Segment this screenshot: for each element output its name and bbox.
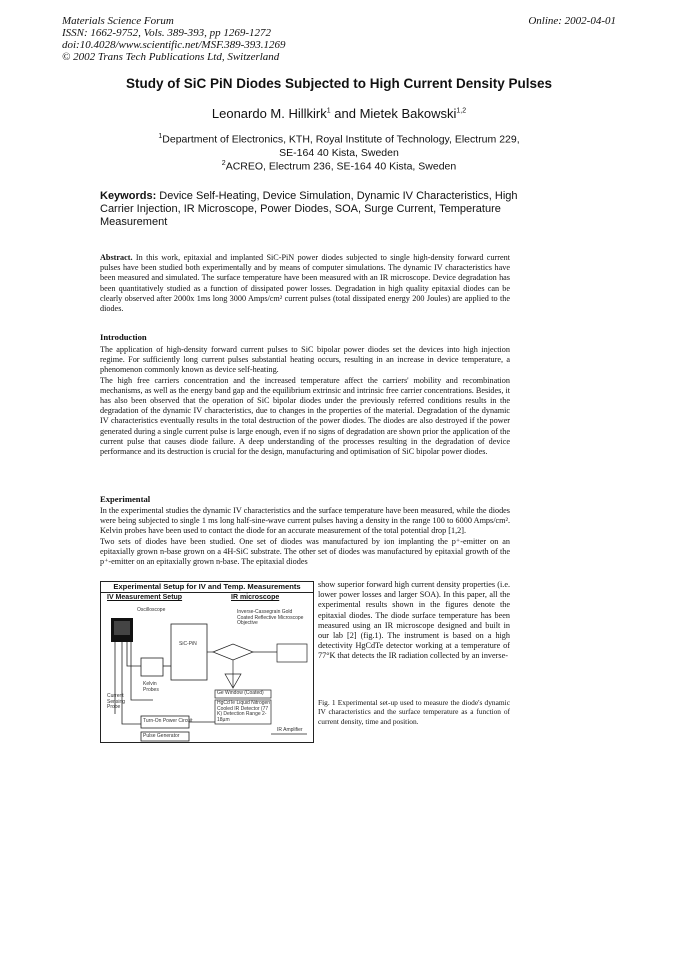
figure-header: Experimental Setup for IV and Temp. Measurements [101,582,313,593]
affiliation-2 [0,157,678,174]
author-2: and Mietek Bakowski [330,106,457,121]
figure-1 [100,581,314,743]
journal-name: Materials Science Forum [62,15,174,27]
affiliation-1-line1: Department of Electronics, KTH, Royal Institute of Technology, Electrum 229, [162,133,520,146]
affiliation-2-sup: 2 [221,160,226,167]
journal-header [62,15,286,63]
label-detector: HgCdTe Liquid Nitrogen Cooled IR Detector (77 K) Detection Range 2-18µm [217,700,271,723]
author-1-sup: 1 [326,107,331,115]
author-1: Leonardo M. Hillkirk [211,106,327,121]
figure-left-heading: IV Measurement Setup [107,594,183,601]
intro-section [100,345,510,457]
exp-section [100,506,510,567]
abstract-text: In this work, epitaxial and implanted SiC-PiN power diodes subjected to single high-density forward current pulses have been studied both experimentally and by means of computer simulations. The dynamic IV characteristics have been measured and simulated. The surface temperature have been measured with an IR microscope. Device degradation has been quantitatively studied as a function of dissipated power losses. Degradation in high quality epitaxial diodes can be clearly observed after 2000x 1ms long 3000 Amps/cm² current pulses (total dissipated energy 200 Joules) are applied to the diodes. [100,253,510,314]
right-column-text: show superior forward high current density properties (i.e. lower power losses and larger SOA). In this paper, all the experimental results shown in the figures denote the epitaxial diodes. The diode surface temperature has been measured using an IR microscope designed and built in our lab [2] (fig.1). The instrument is based on a high detectivity HgCdTe detector working at a temperature of 77°K that detects the IR radiation collected by an inverse- [318,580,510,661]
label-kelvin: Kelvin Probes [143,681,159,693]
doi-line[interactable]: doi:10.4028/www.scientific.net/MSF.389-393.1269 [62,39,286,51]
label-power-circuit: Turn-On Power Circuit [143,718,193,724]
label-oscilloscope: Oscilloscope [137,607,166,613]
author-line [0,106,678,121]
label-window: Ge Window (Coated) [217,690,264,696]
label-amplifier: IR Amplifier [277,727,303,733]
keywords [100,190,540,229]
keywords-label: Keywords: [100,190,157,202]
affiliation-2-text: ACREO, Electrum 236, SE-164 40 Kista, Sweden [225,160,457,173]
paper-title: Study of SiC PiN Diodes Subjected to High Current Density Pulses [125,76,553,91]
intro-paragraph-1: The application of high-density forward current pulses to SiC bipolar power diodes set the devices into high injection regime. For sufficiently long current pulses substantial heating occurs, resulting in an increase in device temperature, a phenomenon commonly known as device self-heating. [100,345,510,375]
online-date: Online: 2002-04-01 [528,15,616,27]
intro-paragraph-2: The high free carriers concentration and the increased temperature affect the carriers' mobility and recombination mechanisms, as well as the energy band gap and the equilibrium extrinsic and intrinsic free carrier concentrations. Besides, it has also been observed that the operation of SiC bipolar diodes under the previously referred conditions results in the degradation of the dynamic IV characteristics, due to changes in the properties of the material. Degradation of the dynamic IV characteristics eventually results in the total destruction of the power diodes. The diodes are also destroyed if the power generated during a single current pulse is large enough, even if no signs of degradation are shown prior the application of the current pulse that causes diode failure. A deep understanding of the processes resulting in the degradation of device performance and its destruction is crucial for the design, manufacturing and optimisation of SiC bipolar power diodes. [100,375,510,457]
abstract-label: Abstract. [100,253,133,262]
figure-1-caption: Fig. 1 Experimental set-up used to measure the diode's dynamic IV characteristics and the surface temperature as a function of current density, time and position. [318,698,510,726]
abstract [100,253,510,314]
label-pulse: Pulse Generator [143,733,180,739]
label-objective: Inverse-Cassegrain Gold Coated Reflective Microscope Objective [237,609,304,627]
exp-heading: Experimental [100,494,151,504]
keywords-text: Device Self-Heating, Device Simulation, Dynamic IV Characteristics, High Carrier Injection, IR Microscope, Power Diodes, SOA, Surge Current, Temperature Measurement [100,190,518,228]
intro-heading: Introduction [100,332,147,342]
label-current-sensing: Current Sensing Probe [107,693,126,711]
figure-right-heading: IR microscope [231,594,280,601]
affiliation-1-line2: SE-164 40 Kista, Sweden [279,146,399,159]
author-2-sup: 1,2 [456,107,467,115]
copyright-line: © 2002 Trans Tech Publications Ltd, Switzerland [62,51,280,63]
affiliation-1 [0,130,678,160]
label-sic-diode: SiC-PiN [179,641,197,647]
affiliation-1-sup: 1 [158,133,163,140]
issn-line: ISSN: 1662-9752, Vols. 389-393, pp 1269-1272 [62,27,271,39]
exp-paragraph-1: In the experimental studies the dynamic IV characteristics and the surface temperature have been measured, while the diodes were being subjected to single 1 ms long half-sine-wave current pulses having a density in the range 100 to 6000 Amps/cm². Kelvin probes have been used to contact the diode for an accurate measurement of the total potential drop [1,2]. [100,506,510,536]
exp-paragraph-2: Two sets of diodes have been studied. One set of diodes was manufactured by ion implanting the p⁺-emitter on an epitaxially grown n-base grown on a 4H-SiC substrate. The other set of diodes was manufactured by epitaxial growth of the p⁺-emitter on an epitaxially grown n-base. The epitaxial diodes [100,536,510,567]
